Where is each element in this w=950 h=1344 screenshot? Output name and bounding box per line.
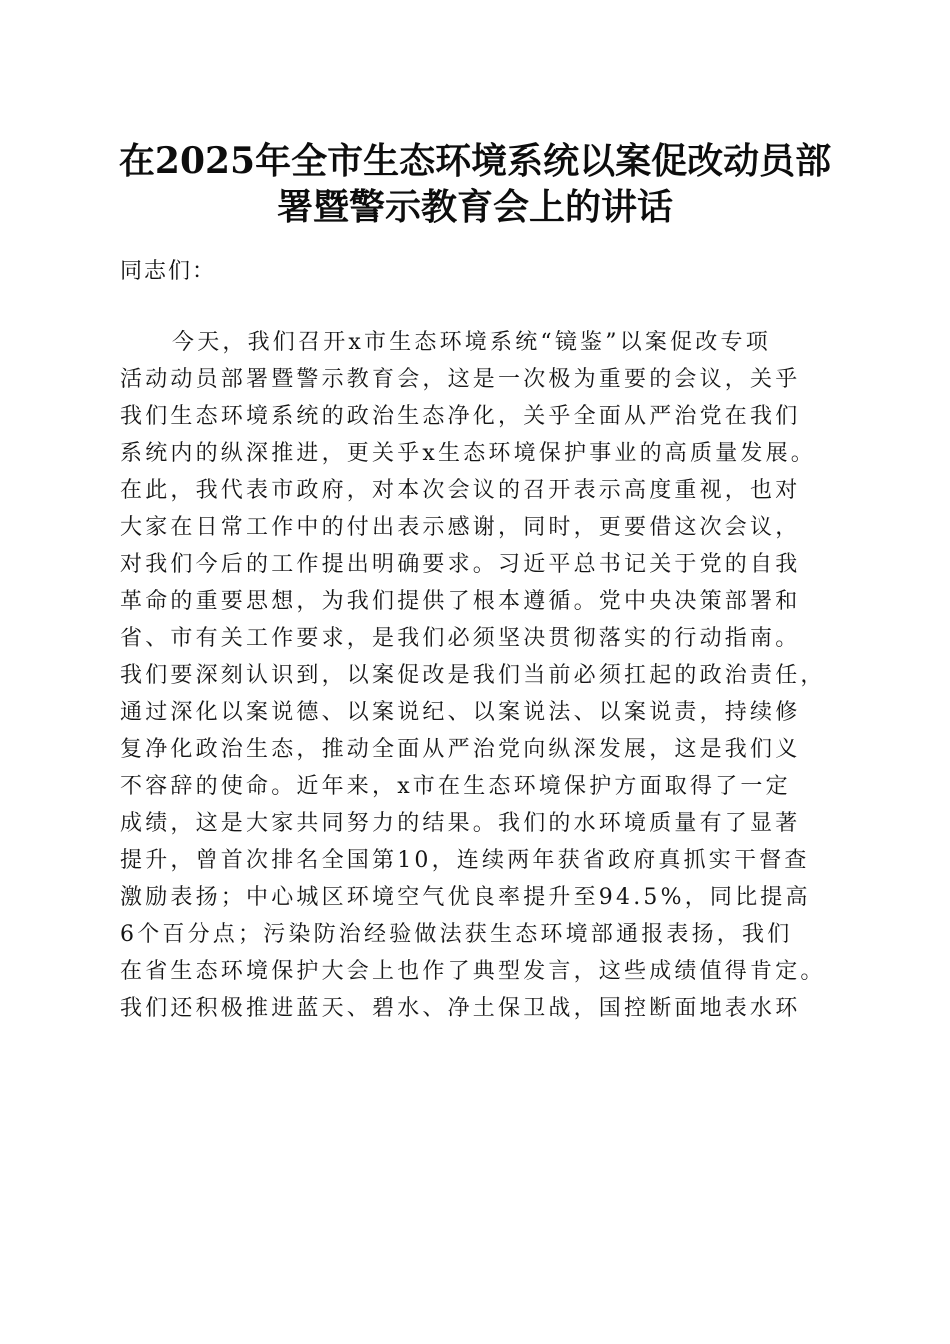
salutation: 同志们： [120, 259, 217, 284]
body-line: 省、市有关工作要求，是我们必须坚决贯彻落实的行动指南。 [120, 626, 801, 651]
body-line: 革命的重要思想，为我们提供了根本遵循。党中央决策部署和 [120, 589, 801, 614]
title-line-1: 在2025年全市生态环境系统以案促改动员部 [118, 140, 832, 182]
body-line: 在此，我代表市政府，对本次会议的召开表示高度重视，也对 [120, 478, 801, 503]
body-line: 大家在日常工作中的付出表示感谢，同时，更要借这次会议， [120, 515, 801, 540]
body-line: 对我们今后的工作提出明确要求。习近平总书记关于党的自我 [120, 552, 801, 577]
body-line: 通过深化以案说德、以案说纪、以案说法、以案说责，持续修 [120, 700, 801, 725]
title-line-2: 署暨警示教育会上的讲话 [276, 186, 673, 228]
body-line: 激励表扬；中心城区环境空气优良率提升至94.5%，同比提高 [120, 885, 811, 910]
body-line: 成绩，这是大家共同努力的结果。我们的水环境质量有了显著 [120, 811, 801, 836]
body-line: 提升，曾首次排名全国第10，连续两年获省政府真抓实干督查 [120, 848, 810, 873]
body-line: 今天，我们召开x市生态环境系统“镜鉴”以案促改专项 [172, 330, 771, 355]
speech-body [120, 324, 860, 1027]
body-line: 我们要深刻认识到，以案促改是我们当前必须扛起的政治责任， [120, 663, 826, 688]
body-line: 复净化政治生态，推动全面从严治党向纵深发展，这是我们义 [120, 737, 801, 762]
body-line: 6个百分点；污染防治经验做法获生态环境部通报表扬，我们 [120, 922, 793, 947]
body-line: 在省生态环境保护大会上也作了典型发言，这些成绩值得肯定。 [120, 959, 826, 984]
body-line: 我们生态环境系统的政治生态净化，关乎全面从严治党在我们 [120, 404, 801, 429]
body-line: 活动动员部署暨警示教育会，这是一次极为重要的会议，关乎 [120, 367, 801, 392]
body-line: 不容辞的使命。近年来，x市在生态环境保护方面取得了一定 [120, 774, 791, 799]
body-line: 系统内的纵深推进，更关乎x生态环境保护事业的高质量发展。 [120, 441, 817, 466]
body-line: 我们还积极推进蓝天、碧水、净土保卫战，国控断面地表水环 [120, 996, 801, 1021]
document-title [110, 138, 840, 230]
